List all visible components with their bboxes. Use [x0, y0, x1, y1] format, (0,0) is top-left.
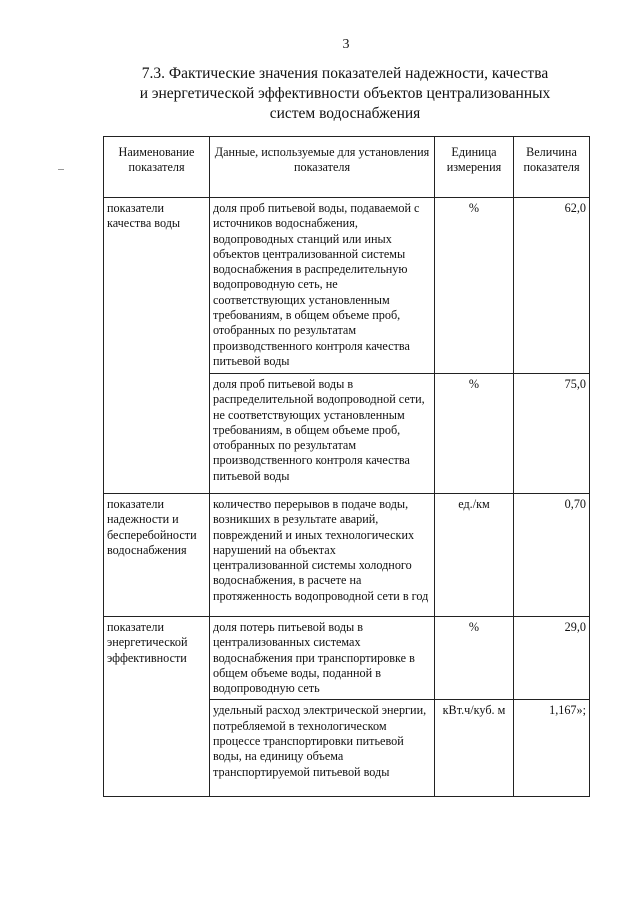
unit-cell: ед./км	[435, 494, 514, 617]
value-cell: 0,70	[514, 494, 590, 617]
value-cell: 62,0	[514, 198, 590, 374]
description-cell: доля проб питьевой воды в распределительной водопроводной сети, не соответствующих установленным требованиям, в общем объеме проб, отобранных по результатам производственного контроля качества питьевой воды	[210, 374, 435, 494]
value-cell: 29,0	[514, 617, 590, 700]
section-title-line: и энергетической эффективности объектов централизованных	[139, 85, 551, 102]
indicators-table	[103, 136, 590, 797]
section-title-line: 7.3. Фактические значения показателей надежности, качества	[141, 65, 549, 82]
margin-mark	[58, 169, 64, 170]
description-cell: доля проб питьевой воды, подаваемой с источников водоснабжения, водопроводных станций или иных объектов централизованной системы водоснабжения в распределительную водопроводную сеть, не соответствующих установленным требованиям, в общем объеме проб, отобранных по результатам производственного контроля качества питьевой воды	[210, 198, 435, 374]
description-cell: удельный расход электрической энергии, потребляемой в технологическом процессе транспортировки питьевой воды, на единицу объема транспортируемой питьевой воды	[210, 700, 435, 797]
category-cell: показатели надежности и бесперебойности водоснабжения	[104, 494, 210, 617]
category-cell: показатели энергетической эффективности	[104, 617, 210, 797]
section-title	[120, 64, 570, 124]
header-indicator-name: Наименование показателя	[104, 137, 210, 198]
table-row	[104, 198, 590, 374]
unit-cell: %	[435, 374, 514, 494]
unit-cell: %	[435, 198, 514, 374]
table-row	[104, 494, 590, 617]
table-row	[104, 617, 590, 700]
table-header-row	[104, 137, 590, 198]
header-unit: Единица измерения	[435, 137, 514, 198]
page-number: 3	[342, 37, 350, 52]
section-title-line: систем водоснабжения	[269, 105, 421, 122]
value-cell: 75,0	[514, 374, 590, 494]
description-cell: количество перерывов в подаче воды, возникших в результате аварий, повреждений и иных технологических нарушений на объектах централизованной системы холодного водоснабжения, в расчете на протяженность водопроводной сети в год	[210, 494, 435, 617]
description-cell: доля потерь питьевой воды в централизованных системах водоснабжения при транспортировке в общем объеме воды, поданной в водопроводную сеть	[210, 617, 435, 700]
unit-cell: кВт.ч/куб. м	[435, 700, 514, 797]
value-cell: 1,167»;	[514, 700, 590, 797]
unit-cell: %	[435, 617, 514, 700]
category-cell: показатели качества воды	[104, 198, 210, 494]
header-data-used: Данные, используемые для установления показателя	[210, 137, 435, 198]
header-value: Величина показателя	[514, 137, 590, 198]
